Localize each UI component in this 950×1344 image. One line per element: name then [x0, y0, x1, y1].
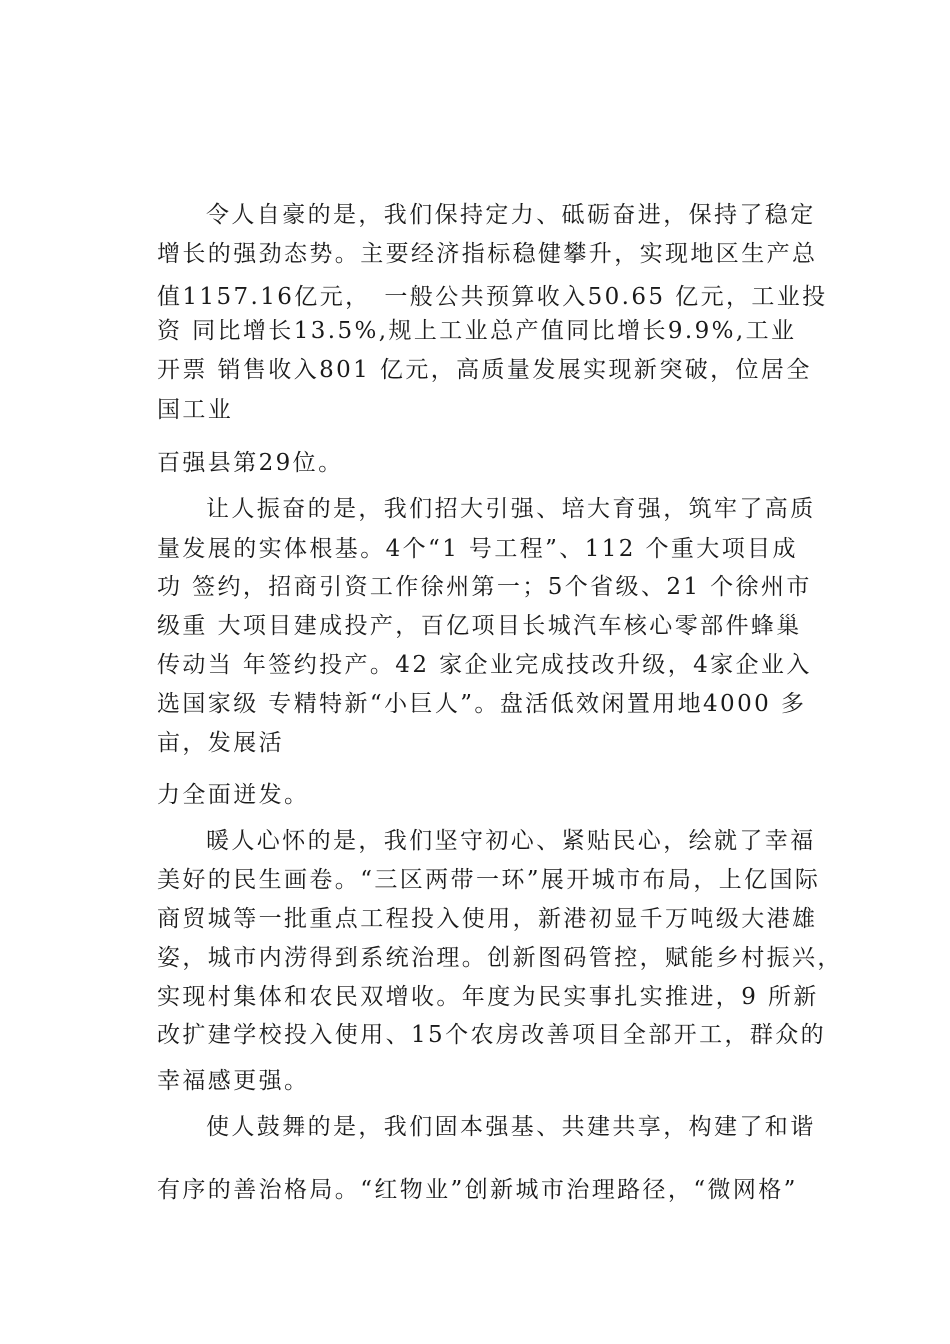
text-line: 姿，城市内涝得到系统治理。创新图码管控，赋能乡村振兴，: [157, 945, 843, 971]
text-line: 百强县第29位。: [157, 450, 344, 476]
text-line: 有序的善治格局。“红物业”创新城市治理路径，“微网格”: [157, 1177, 798, 1203]
text-line: 暖人心怀的是，我们坚守初心、紧贴民心，绘就了幸福: [206, 828, 816, 854]
text-line: 国工业: [157, 397, 234, 423]
text-line: 亩，发展活: [157, 730, 284, 756]
text-line: 级重 大项目建成投产，百亿项目长城汽车核心零部件蜂巢: [157, 613, 802, 639]
text-line: 改扩建学校投入使用、15个农房改善项目全部开工，群众的: [157, 1022, 827, 1048]
text-line: 值1157.16亿元， 一般公共预算收入50.65 亿元，工业投: [157, 284, 828, 310]
text-line: 开票 销售收入801 亿元，高质量发展实现新突破，位居全: [157, 357, 812, 383]
text-line: 选国家级 专精特新“小巨人”。盘活低效闲置用地4000 多: [157, 691, 807, 717]
text-line: 商贸城等一批重点工程投入使用，新港初显千万吨级大港雄: [157, 906, 818, 932]
text-line: 美好的民生画卷。“三区两带一环”展开城市布局，上亿国际: [157, 867, 821, 893]
text-line: 功 签约，招商引资工作徐州第一；5个省级、21 个徐州市: [157, 574, 812, 600]
text-line: 量发展的实体根基。4个“1 号工程”、112 个重大项目成: [157, 536, 798, 562]
text-line: 令人自豪的是，我们保持定力、砥砺奋进，保持了稳定: [206, 202, 816, 228]
text-line: 让人振奋的是，我们招大引强、培大育强，筑牢了高质: [206, 496, 816, 522]
text-line: 实现村集体和农民双增收。年度为民实事扎实推进，9 所新: [157, 984, 819, 1010]
text-line: 使人鼓舞的是，我们固本强基、共建共享，构建了和谐: [206, 1114, 816, 1140]
text-line: 增长的强劲态势。主要经济指标稳健攀升，实现地区生产总: [157, 241, 818, 267]
text-line: 力全面迸发。: [157, 782, 310, 808]
text-line: 传动当 年签约投产。42 家企业完成技改升级，4家企业入: [157, 652, 812, 678]
text-line: 幸福感更强。: [157, 1068, 310, 1094]
text-line: 资 同比增长13.5%,规上工业总产值同比增长9.9%,工业: [157, 318, 797, 344]
